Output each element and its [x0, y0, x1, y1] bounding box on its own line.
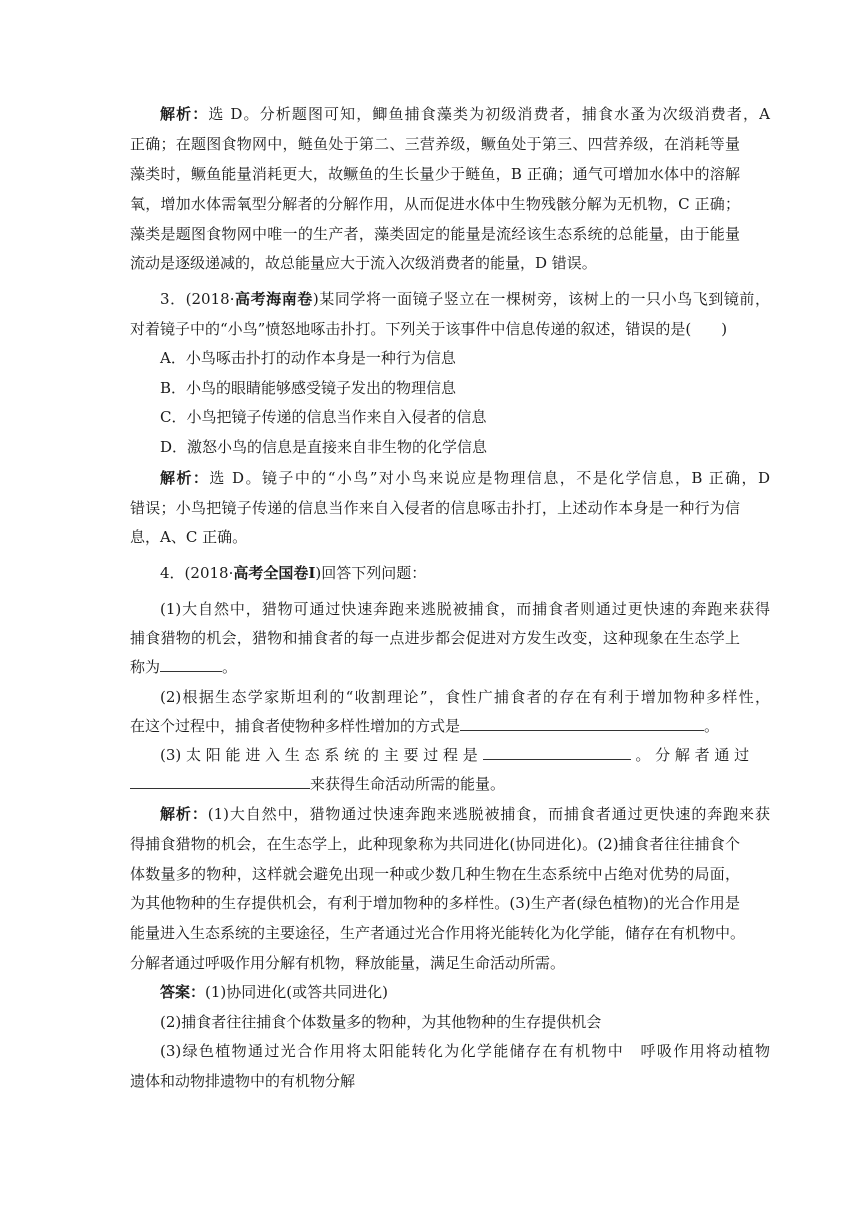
q2-analysis-line-1: 解析：选 D。分析题图可知，鲫鱼捕食藻类为初级消费者，捕食水蚤为次级消费者，A: [160, 105, 770, 123]
q4-answer-line-2: (2)捕食者往往捕食个体数量多的物种，为其他物种的生存提供机会: [160, 1013, 602, 1031]
q4-analysis-line-3: 体数量多的物种，这样就会避免出现一种或少数几种生物在生态系统中占绝对优势的局面，: [130, 865, 740, 883]
q4-answer-line-1: 答案：(1)协同进化(或答共同进化): [160, 983, 388, 1001]
q4-analysis-line-5: 能量进入生态系统的主要途径，生产者通过光合作用将光能转化为化学能，储存在有机物中。: [130, 924, 746, 942]
q2-analysis-label: 解析：: [160, 105, 209, 123]
q3-stem-line-1: 3．(2018·高考海南卷)某同学将一面镜子竖立在一棵树旁，该树上的一只小鸟飞到镜前，: [160, 290, 770, 308]
q4-analysis-line-4: 为其他物种的生存提供机会，有利于增加物种的多样性。(3)生产者(绿色植物)的光合作用是: [130, 894, 740, 912]
q4-answer-label: 答案：: [160, 983, 206, 1001]
q3-source: 高考海南卷: [234, 290, 313, 308]
q4-analysis-label: 解析：: [160, 805, 208, 823]
q4-part1-line-1: (1)大自然中，猎物可通过快速奔跑来逃脱被捕食，而捕食者则通过更快速的奔跑来获得: [160, 600, 770, 618]
q4-analysis-line-1: 解析：(1)大自然中，猎物通过快速奔跑来逃脱被捕食，而捕食者通过更快速的奔跑来获: [160, 805, 770, 823]
q3-analysis-line-3: 息，A、C 正确。: [130, 528, 248, 546]
q4-source: 高考全国卷Ⅰ: [233, 564, 316, 582]
q2-analysis-line-2: 正确；在题图食物网中，鲢鱼处于第二、三营养级，鳜鱼处于第三、四营养级，在消耗等量: [130, 135, 740, 153]
q3-analysis-line-1: 解析：选 D。镜子中的“小鸟”对小鸟来说应是物理信息，不是化学信息，B 正确，D: [160, 469, 770, 487]
answer-blank: [160, 657, 222, 672]
q3-option-d: D．激怒小鸟的信息是直接来自非生物的化学信息: [160, 438, 488, 456]
q3-option-c: C．小鸟把镜子传递的信息当作来自入侵者的信息: [160, 408, 487, 426]
q4-part1-line-3: 称为 。: [130, 658, 238, 676]
q4-part2-line-2: 在这个过程中，捕食者使物种多样性增加的方式是 。: [130, 717, 720, 735]
q2-analysis-line-5: 藻类是题图食物网中唯一的生产者，藻类固定的能量是流经该生态系统的总能量，由于能量: [130, 225, 740, 243]
q4-answer-line-3: (3)绿色植物通过光合作用将太阳能转化为化学能储存在有机物中 呼吸作用将动植物: [160, 1042, 770, 1060]
q4-answer-line-4: 遗体和动物排遗物中的有机物分解: [130, 1072, 356, 1090]
q3-option-a: A．小鸟啄击扑打的动作本身是一种行为信息: [160, 349, 456, 367]
q3-analysis-label: 解析：: [160, 469, 210, 487]
answer-blank: [483, 745, 631, 760]
q4-part2-line-1: (2)根据生态学家斯坦利的“收割理论”，食性广捕食者的存在有利于增加物种多样性，: [160, 688, 770, 706]
q2-analysis-line-6: 流动是逐级递减的，故总能量应大于流入次级消费者的能量，D 错误。: [130, 254, 597, 272]
q4-part1-line-2: 捕食猎物的机会，猎物和捕食者的每一点进步都会促进对方发生改变，这种现象在生态学上: [130, 629, 740, 647]
q4-part3-line-1: (3) 太 阳 能 进 入 生 态 系 统 的 主 要 过 程 是 。 分 解 者 通 过: [160, 746, 750, 764]
q4-analysis-line-6: 分解者通过呼吸作用分解有机物，释放能量，满足生命活动所需。: [130, 954, 566, 972]
answer-blank: [460, 716, 704, 731]
q3-option-b: B．小鸟的眼睛能够感受镜子发出的物理信息: [160, 379, 457, 397]
q2-analysis-line-4: 氧，增加水体需氧型分解者的分解作用，从而促进水体中生物残骸分解为无机物，C 正确；: [130, 195, 740, 213]
q4-stem: 4．(2018·高考全国卷Ⅰ)回答下列问题：: [160, 564, 427, 582]
q3-stem-line-2: 对着镜子中的“小鸟”愤怒地啄击扑打。下列关于该事件中信息传递的叙述，错误的是( ): [130, 320, 728, 338]
q4-analysis-line-2: 得捕食猎物的机会，在生态学上，此种现象称为共同进化(协同进化)。(2)捕食者往往捕食个: [130, 835, 740, 853]
q2-analysis-line-3: 藻类时，鳜鱼能量消耗更大，故鳜鱼的生长量少于鲢鱼，B 正确；通气可增加水体中的溶解: [130, 165, 740, 183]
q3-analysis-line-2: 错误；小鸟把镜子传递的信息当作来自入侵者的信息啄击扑打，上述动作本身是一种行为信: [130, 499, 740, 517]
q4-part3-line-2: 来获得生命活动所需的能量。: [130, 774, 740, 794]
answer-blank: [130, 774, 310, 789]
